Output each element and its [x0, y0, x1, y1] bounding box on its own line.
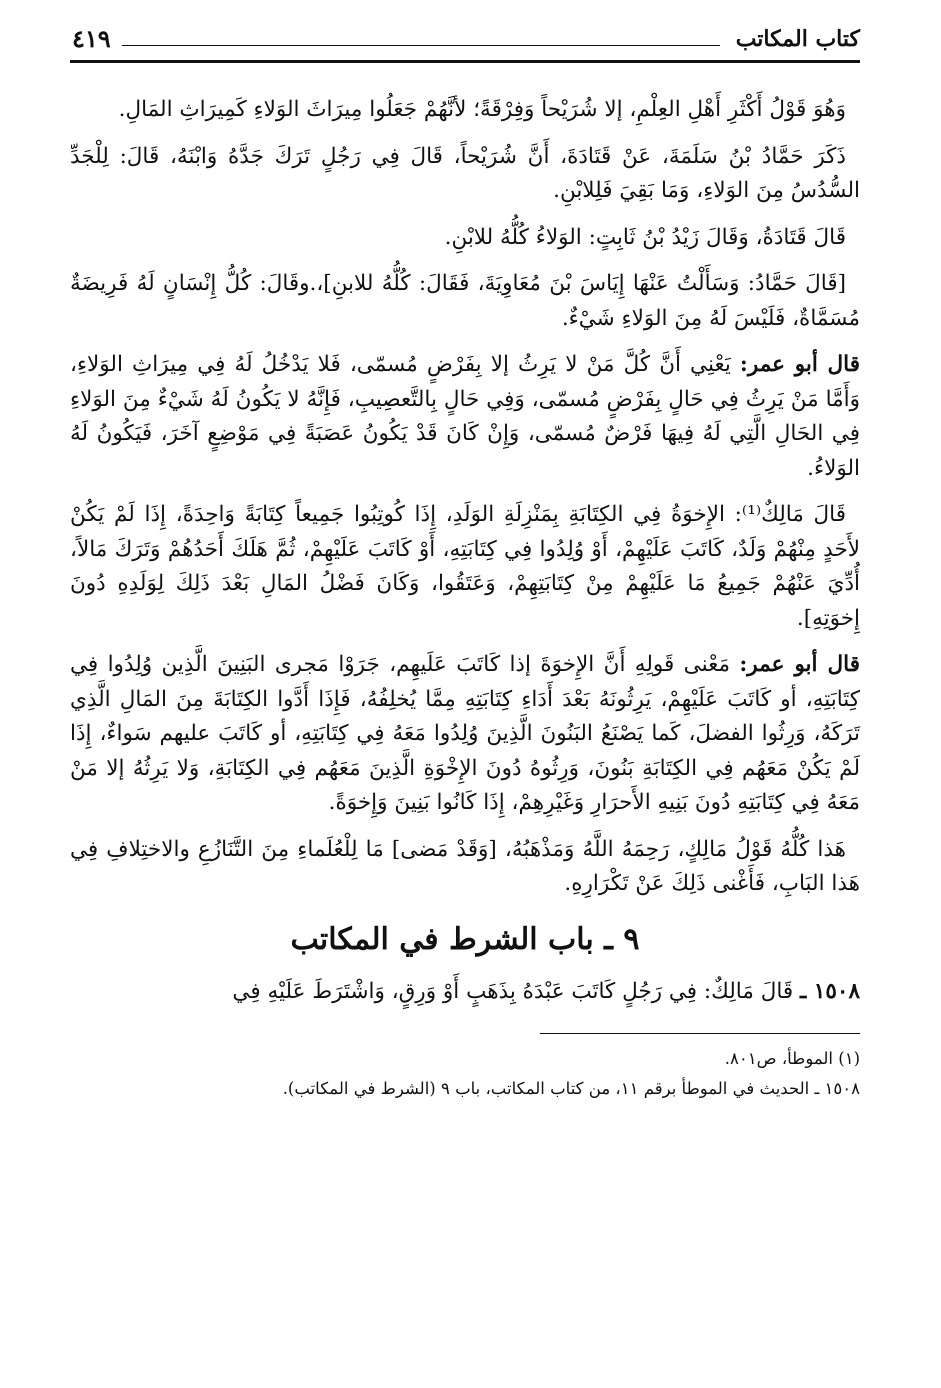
main-text: [70, 93, 860, 1009]
header-rule: [70, 60, 860, 63]
paragraph: قَالَ مَالِكٌ⁽¹⁾: الإِخوَةُ فِي الكِتَابَةِ بِمَنْزِلَةِ الوَلَدِ، إِذَا كُوتِبُوا جَمِيعاً كِتَابَةً وَاحِدَةً، إِذَا لَمْ يَكُنْ لأَحَدٍ مِنْهُمْ وَلَدٌ، كَاتَبَ عَلَيْهِمْ، أَوْ وُلِدُوا فِي كِتَابَتِهِ، أَوْ كَاتَبَ عَلَيْهِمْ، ثُمَّ هَلَكَ أَحَدُهُمْ وَتَرَكَ مَالاً، أُدِّيَ عَنْهُمْ جَمِيعُ مَا عَلَيْهِمْ مِنْ كِتَابَتِهِمْ، وَعَتَقُوا، وَكَانَ فَضْلُ المَالِ بَعْدَ ذَلِكَ لِوَلَدِهِ دُونَ إِخوَتِهِ].: [70, 502, 860, 631]
footnote: (١) الموطأ، ص٨٠١.: [724, 1049, 860, 1068]
paragraph: قال أبو عمر: مَعْنى قَولِهِ أَنَّ الإِخوَةَ إذا كَاتَبَ عَلَيهِم، جَرَوْا مَجرى البَنِينَ الَّذِين وُلِدُوا فِي كِتَابَتِهِ، أو كَاتَبَ عَلَيْهِمْ، يَرِثُونَهُ بَعْدَ أَدَاءِ كِتَابَتِهِ مِمَّا يُخلِفُهُ، فَإِذَا أَدَّوا الكِتَابَةَ مِنَ المَالِ الَّذِي تَرَكَهُ، وَرِثُوا الفضلَ، كَما يَصْنَعُ البَنُونَ الَّذِينَ وُلِدُوا مَعَهُ فِي كِتَابَتِهِ، أو كَاتَبَ عليهم سَواءٌ، إِذَا لَمْ يَكُنْ مَعَهُم فِي الكِتَابَةِ بَنُونَ، وَرِثُوهُ دُونَ الإِخْوَةِ الَّذِينَ مَعَهُم فِي الكِتَابَةِ، وَلا يَرِثُهُ إلا مَنْ مَعَهُ فِي كِتَابَتِهِ دُونَ بَنِيهِ الأَحرَارِ وَغَيْرِهِمْ، إِذَا كَانُوا بَنِينَ وَإِخوَةً.: [70, 652, 860, 815]
paragraph: هَذا كُلُّهُ قَوْلُ مَالِكٍ، رَحِمَهُ اللَّهُ وَمَذْهَبُهُ، [وَقَدْ مَضى] مَا لِلْعُلَماءِ مِنَ التَّنَازُعِ والاختِلافِ فِي هَذا البَابِ، فَأَغْنى ذَلِكَ عَنْ تَكْرَارِهِ.: [70, 836, 860, 896]
page-number: ٤١٩: [72, 24, 111, 53]
footnote: ١٥٠٨ ـ الحديث في الموطأ برقم ١١، من كتاب المكاتب، باب ٩ (الشرط في المكاتب).: [282, 1079, 860, 1098]
paragraph: قال أبو عمر: يَعْنِي أَنَّ كُلَّ مَنْ لا يَرِثُ إلا بِفَرْضٍ مُسمّى، فَلا يَدْخُلُ لَهُ فِي مِيرَاثِ الوَلاءِ، وَأَمَّا مَنْ يَرِثُ فِي حَالٍ بِفَرْضٍ مُسمّى، وَفِي حَالٍ بِالتَّعصِيبِ، فَإِنَّهُ لا يَكُونُ لَهُ شَيْءٌ مِنَ الوَلاءِ فِي الحَالِ الَّتِي لَهُ فِيهَا فَرْضٌ مُسمّى، وَإِنْ كَانَ قَدْ يَكُونُ عَصَبَةً فِي مَوْضِعٍ آخَرَ، فَيَكُونُ لَهُ الوَلاءُ.: [70, 352, 860, 481]
book-page: [70, 18, 860, 1104]
paragraph: وَهُوَ قَوْلُ أَكْثَرِ أَهْلِ العِلْمِ، إلا شُرَيْحاً وَفِرْقَةً؛ لأنَّهُمْ جَعَلُوا مِيرَاثَ الوَلاءِ كَمِيرَاثِ المَالِ.: [118, 97, 846, 122]
paragraph-lead: قال أبو عمر:: [739, 352, 860, 377]
section-first-paragraph: ١٥٠٨ ـ قَالَ مَالِكٌ: فِي رَجُلٍ كَاتَبَ عَبْدَهُ بِذَهَبٍ أَوْ وَرِقٍ، وَاشْتَرَطَ عَلَيْهِ فِي: [232, 978, 860, 1004]
header-dash-line: [122, 45, 720, 46]
paragraph: قَالَ قَتَادَةُ، وَقَالَ زَيْدُ بْنُ ثَابِتٍ: الوَلاءُ كُلُّهُ للابْنِ.: [444, 224, 846, 250]
footnote-rule: [540, 1033, 860, 1034]
paragraph-lead: قال أبو عمر:: [739, 652, 860, 677]
running-title: كتاب المكاتب: [735, 26, 860, 52]
paragraph: ذَكَرَ حَمَّادُ بْنُ سَلَمَةَ، عَنْ قَتَادَةَ، أَنَّ شُرَيْحاً، قَالَ فِي رَجُلٍ تَرَكَ جَدَّهُ وَابْنَهُ، قَالَ: لِلْجَدِّ السُّدُسُ مِنَ الوَلاءِ، وَمَا بَقِيَ فَلِلابْنِ.: [70, 143, 860, 203]
paragraph: [قَالَ حَمَّادُ: وَسَأَلْتُ عَنْهَا إِيَاسَ بْنَ مُعَاوِيَةَ، فَقَالَ: كُلُّهُ للابنِ]،.وقَالَ: كُلُّ إِنْسَانٍ لَهُ فَرِيضَةٌ مُسَمَّاةٌ، فَلَيْسَ لَهُ مِنَ الوَلاءِ شَيْءٌ.: [70, 271, 860, 331]
hadith-number: ١٥٠٨ ـ: [800, 978, 860, 1004]
page-header: [70, 18, 860, 60]
section-title: ٩ ـ باب الشرط في المكاتب: [290, 921, 640, 957]
